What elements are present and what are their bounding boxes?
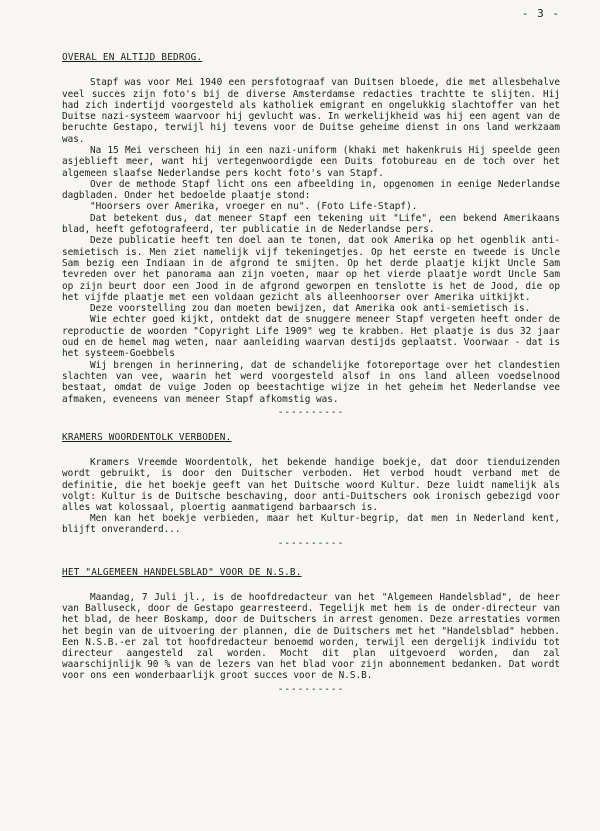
article-paragraph: Men kan het boekje verbieden, maar het Kultur-begrip, dat men in Nederland kent, blijft onveranderd... xyxy=(62,513,560,536)
article-paragraph: Na 15 Mei verscheen hij in een nazi-uniform (khaki met hakenkruis Hij speelde geen asjeblieft meer, want hij vertegenwoordigde een Duits fotobureau en de toch over het algemeen slaafse Nederlandse pers kocht foto's van Stapf. xyxy=(62,144,560,179)
article-paragraph: Deze voorstelling zou dan moeten bewijzen, dat Amerika ook anti-semietisch is. xyxy=(90,303,531,315)
article-heading: HET "ALGEMEEN HANDELSBLAD" VOOR DE N.S.B. xyxy=(62,566,302,578)
section-separator: ---------- xyxy=(277,406,345,418)
article-paragraph: Kramers Vreemde Woordentolk, het bekende handige boekje, dat door tienduizenden wordt gebruikt, is door den Duitscher verboden. Het verbod houdt verband met de definitie, die het boekje geeft van het Duitsche woord Kultur. Deze luidt namelijk als volgt: Kultur is de Duitsche beschaving, door anti-Duitschers ook ironisch gebezigd voor alles wat kolossaal, ploertig aanmatigend barbaarsch is. xyxy=(62,457,560,514)
article-heading: OVERAL EN ALTIJD BEDROG. xyxy=(62,52,203,63)
page-number: - 3 - xyxy=(521,7,560,20)
article-paragraph: Stapf was voor Mei 1940 een persfotograaf van Duitsen bloede, die met allesbehalve veel succes zijn foto's bij de diverse Amsterdamse redacties trachtte te slijten. Hij had zich indertijd voorgesteld als katholiek emigrant en ongelukkig slachtoffer van het Duitse nazi-systeem waarvoor hij gevlucht was. In werkelijkheid was hij een agent van de beruchte Gestapo, terwijl hij tevens voor de Duitse geheime dienst in ons land werkzaam was. xyxy=(62,77,560,145)
article-paragraph: Wie echter goed kijkt, ontdekt dat de snuggere meneer Stapf vergeten heeft onder de reproductie de woorden "Copyright Life 1909" weg te krabben. Het plaatje is dus 32 jaar oud en de hemel mag weten, naar aanleiding waarvan destijds geplaatst. Voorwaar - dat is het systeem-Goebbels xyxy=(62,314,560,360)
article-heading: KRAMERS WOORDENTOLK VERBODEN. xyxy=(62,432,232,444)
article-algemeen-handelsblad xyxy=(62,567,560,695)
section-separator: ---------- xyxy=(277,683,345,695)
article-paragraph: Deze publicatie heeft ten doel aan te tonen, dat ook Amerika op het ogenblik anti-semietisch is. Men ziet namelijk vijf tekeningetjes. Op het eerste en tweede is Uncle Sam bezig een Indiaan in de afgrond te smijten. Op het derde plaatje kijkt Uncle Sam tevreden over het panorama aan zijn voeten, maar op het vierde plaatje wordt Uncle Sam op zijn beurt door een Jood in de afgrond geworpen en tenslotte is het de Jood, die op het vijfde plaatje met een voldaan gezicht als alleenhoorser over Amerika uitkijkt. xyxy=(62,235,560,303)
article-kramers-woordentolk xyxy=(62,432,560,549)
article-paragraph: Dat betekent dus, dat meneer Stapf een tekening uit "Life", een bekend Amerikaans blad, heeft gefotografeerd, ter publicatie in de Nederlandse pers. xyxy=(62,212,560,236)
article-paragraph: Over de methode Stapf licht ons een afbeelding in, opgenomen in eenige Nederlandse dagbladen. Onder het bedoelde plaatje stond: xyxy=(62,178,560,202)
article-paragraph: Wij brengen in herinnering, dat de schandelijke fotoreportage over het clandestien slachten van vee, waarin het werd voorgesteld alsof in ons land alleen voedselnood bestaat, omdat de vuige Joden op beestachtige wijze in het geheim het Nederlandse vee afmaken, eveneens van meneer Stapf afkomstig was. xyxy=(62,359,560,405)
section-separator: ---------- xyxy=(277,537,345,549)
article-quote: "Hoorsers over Amerika, vroeger en nu". (Foto Life-Stapf). xyxy=(90,201,418,213)
article-overal-en-altijd-bedrog xyxy=(62,52,560,418)
article-paragraph: Maandag, 7 Juli jl., is de hoofdredacteur van het "Algemeen Handelsblad", de heer van Balluseck, door de Gestapo gearresteerd. Tegelijk met hem is de onder-directeur van het blad, de heer Boskamp, door de Duitschers in arrest genomen. Deze arrestaties vormen het begin van de uitvoering der plannen, die de Duitschers met het "Handelsblad" hebben. Een N.S.B.-er zal tot hoofdredacteur benoemd worden, terwijl een dergelijk individu tot directeur aangesteld zal worden. Mocht dit plan uitgevoerd worden, dan zal waarschijnlijk 90 % van de lezers van het blad voor zijn abonnement bedanken. Dat wordt voor ons een wonderbaarlijk groot succes voor de N.S.B. xyxy=(62,592,560,682)
